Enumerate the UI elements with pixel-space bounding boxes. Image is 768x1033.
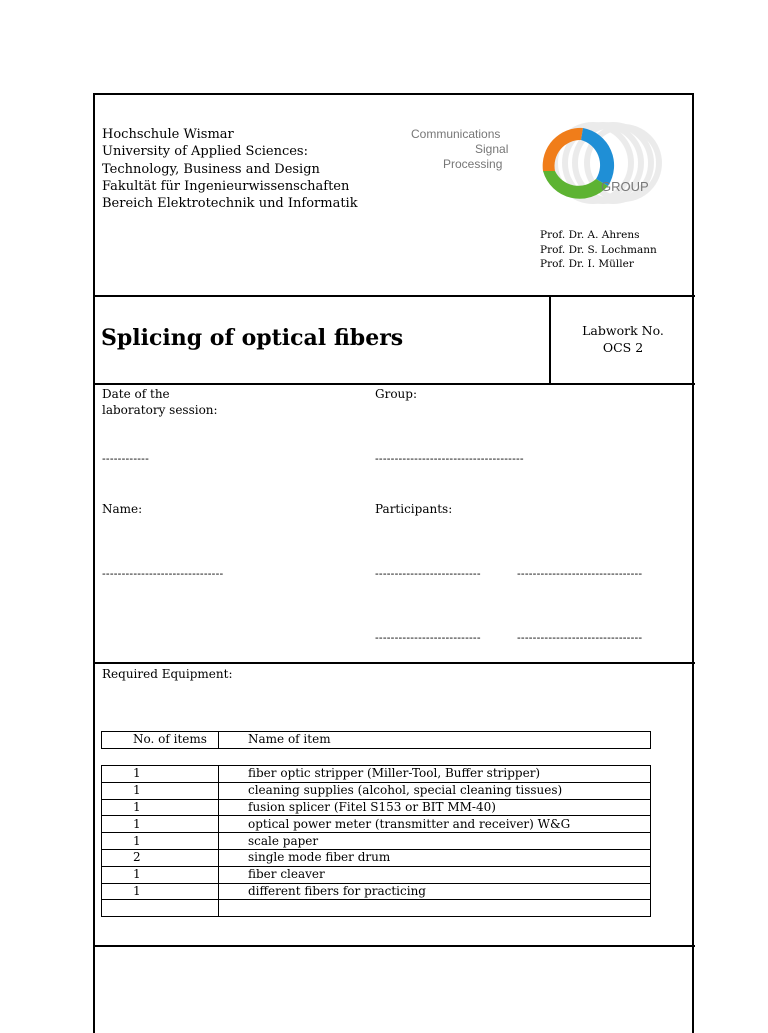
institution-block xyxy=(102,126,358,212)
equipment-header-row xyxy=(102,732,651,749)
institution-line: Bereich Elektrotechnik und Informatik xyxy=(102,196,358,212)
logo-text-line3: Processing xyxy=(443,157,503,171)
table-row xyxy=(102,833,651,850)
logo-text-line2: Signal xyxy=(475,142,509,156)
item-qty: 1 xyxy=(102,816,219,833)
logo-text-group: GROUP xyxy=(601,179,649,194)
group-label: Group: xyxy=(375,387,417,401)
date-field[interactable]: ------------ xyxy=(102,452,150,465)
professors-block xyxy=(540,228,657,272)
participant-field-4[interactable]: -------------------------------- xyxy=(517,631,643,644)
equipment-header-table xyxy=(101,731,651,749)
divider-header xyxy=(93,295,695,297)
document-title: Splicing of optical fibers xyxy=(101,325,404,351)
table-row xyxy=(102,816,651,833)
institution-line: Fakultät für Ingenieurwissenschaften xyxy=(102,178,350,194)
labwork-label: Labwork No. xyxy=(582,323,664,338)
item-name xyxy=(219,900,651,917)
divider-equipment xyxy=(93,945,695,947)
table-row xyxy=(102,883,651,900)
table-row xyxy=(102,799,651,816)
item-name: scale paper xyxy=(219,833,651,850)
institution-line: University of Applied Sciences: xyxy=(102,144,308,160)
participants-label: Participants: xyxy=(375,502,453,516)
labwork-number: OCS 2 xyxy=(602,340,644,355)
table-row xyxy=(102,782,651,799)
participant-field-1[interactable]: --------------------------- xyxy=(375,567,481,580)
professor-line: Prof. Dr. A. Ahrens xyxy=(540,229,640,241)
divider-form xyxy=(93,662,695,664)
name-field[interactable]: ------------------------------- xyxy=(102,567,224,580)
item-name: different fibers for practicing xyxy=(219,883,651,900)
item-name: fiber cleaver xyxy=(219,866,651,883)
item-qty: 1 xyxy=(102,866,219,883)
item-name: single mode fiber drum xyxy=(219,849,651,866)
column-header-name: Name of item xyxy=(219,732,651,749)
item-name: fusion splicer (Fitel S153 or BIT MM-40) xyxy=(219,799,651,816)
participant-field-3[interactable]: --------------------------- xyxy=(375,631,481,644)
equipment-heading: Required Equipment: xyxy=(102,667,233,681)
csp-group-logo xyxy=(403,116,673,210)
column-header-qty: No. of items xyxy=(102,732,219,749)
item-qty: 1 xyxy=(102,799,219,816)
item-qty: 1 xyxy=(102,766,219,783)
table-row xyxy=(102,866,651,883)
item-qty xyxy=(102,900,219,917)
item-qty: 1 xyxy=(102,833,219,850)
table-row xyxy=(102,766,651,783)
date-label xyxy=(102,386,218,418)
table-row xyxy=(102,900,651,917)
date-label-line2: laboratory session: xyxy=(102,403,218,417)
professor-line: Prof. Dr. I. Müller xyxy=(540,258,634,270)
divider-labwork xyxy=(549,295,551,384)
item-qty: 2 xyxy=(102,849,219,866)
professor-line: Prof. Dr. S. Lochmann xyxy=(540,243,657,256)
date-label-line1: Date of the xyxy=(102,387,170,401)
item-name: optical power meter (transmitter and receiver) W&G xyxy=(219,816,651,833)
equipment-table xyxy=(101,765,651,917)
participant-field-2[interactable]: -------------------------------- xyxy=(517,567,643,580)
institution-line: Hochschule Wismar xyxy=(102,127,234,142)
labwork-box xyxy=(552,322,694,356)
item-qty: 1 xyxy=(102,883,219,900)
institution-line: Technology, Business and Design xyxy=(102,161,320,177)
item-name: cleaning supplies (alcohol, special cleaning tissues) xyxy=(219,782,651,799)
group-field[interactable]: -------------------------------------- xyxy=(375,452,524,465)
divider-title xyxy=(93,383,695,385)
item-name: fiber optic stripper (Miller-Tool, Buffer stripper) xyxy=(219,766,651,783)
table-row xyxy=(102,849,651,866)
item-qty: 1 xyxy=(102,782,219,799)
logo-text-line1: Communications xyxy=(411,127,501,141)
name-label: Name: xyxy=(102,502,143,516)
